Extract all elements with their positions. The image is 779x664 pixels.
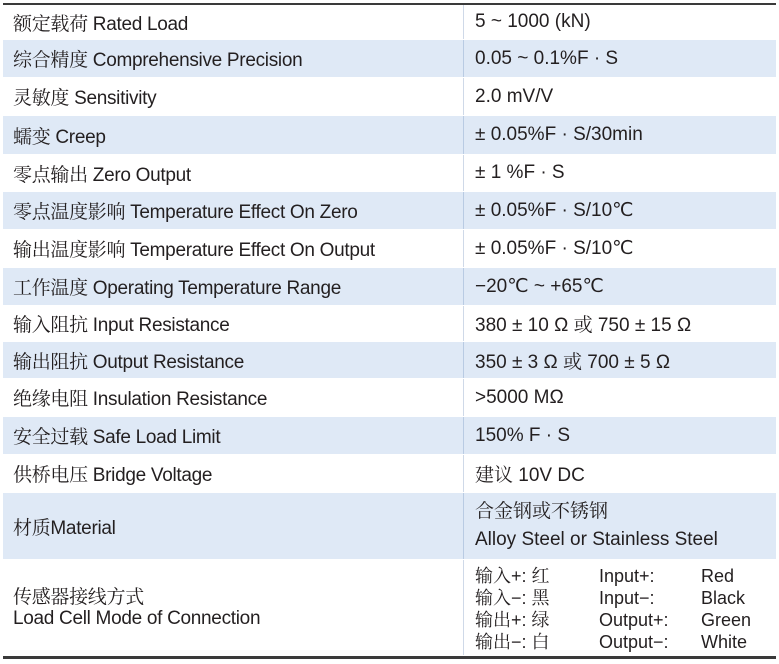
spec-row-operating-temp bbox=[3, 268, 776, 306]
spec-row-temp-effect-output bbox=[3, 230, 776, 268]
spec-label: 蠕变 Creep bbox=[3, 116, 464, 154]
spec-row-input-resistance bbox=[3, 306, 776, 342]
connection-label-en: Load Cell Mode of Connection bbox=[13, 607, 261, 629]
spec-row-precision bbox=[3, 40, 776, 78]
spec-label: 供桥电压 Bridge Voltage bbox=[3, 455, 464, 492]
spec-value: >5000 MΩ bbox=[475, 386, 564, 408]
wire-color: Green bbox=[701, 609, 752, 630]
spec-value: ± 0.05%F · S/30min bbox=[475, 124, 643, 145]
spec-row-temp-effect-zero bbox=[3, 192, 776, 230]
spec-value: −20℃ ~ +65℃ bbox=[475, 276, 604, 297]
wire-en: Input−: bbox=[599, 587, 655, 608]
spec-value: ± 0.05%F · S/10℃ bbox=[475, 238, 634, 259]
wire-en: Output+: bbox=[599, 609, 669, 630]
material-value-en: Alloy Steel or Stainless Steel bbox=[475, 529, 718, 550]
spec-row-sensitivity bbox=[3, 78, 776, 116]
spec-label: 输入阻抗 Input Resistance bbox=[3, 306, 464, 341]
spec-value: 380 ± 10 Ω 或 750 ± 15 Ω bbox=[475, 315, 692, 336]
spec-label: 额定载荷 Rated Load bbox=[3, 5, 464, 39]
spec-row-connection bbox=[3, 560, 776, 656]
spec-value bbox=[464, 493, 776, 559]
spec-value: 0.05 ~ 0.1%F · S bbox=[475, 47, 619, 69]
spec-value bbox=[464, 560, 776, 655]
spec-row-zero-output bbox=[3, 155, 776, 192]
specification-table bbox=[3, 3, 776, 659]
connection-label-cn: 传感器接线方式 bbox=[13, 586, 144, 608]
wire-color: Black bbox=[701, 587, 746, 608]
spec-label: 安全过载 Safe Load Limit bbox=[3, 417, 464, 454]
spec-label: 灵敏度 Sensitivity bbox=[3, 78, 464, 115]
spec-label: 工作温度 Operating Temperature Range bbox=[3, 268, 464, 305]
wire-en: Input+: bbox=[599, 565, 655, 586]
spec-row-output-resistance bbox=[3, 342, 776, 379]
spec-label: 材质Material bbox=[3, 493, 464, 559]
spec-value: 建议 10V DC bbox=[475, 465, 585, 486]
spec-label: 零点输出 Zero Output bbox=[3, 155, 464, 191]
spec-row-creep bbox=[3, 116, 776, 155]
spec-label: 绝缘电阻 Insulation Resistance bbox=[3, 379, 464, 416]
wiring-list bbox=[475, 563, 771, 653]
spec-row-rated-load bbox=[3, 5, 776, 40]
spec-value: 350 ± 3 Ω 或 700 ± 5 Ω bbox=[475, 351, 671, 373]
spec-row-insulation bbox=[3, 379, 776, 417]
spec-value: 2.0 mV/V bbox=[475, 85, 554, 107]
wire-en: Output−: bbox=[599, 631, 669, 652]
spec-label: 零点温度影响 Temperature Effect On Zero bbox=[3, 192, 464, 229]
spec-value: ± 0.05%F · S/10℃ bbox=[475, 200, 634, 221]
spec-label: 输出温度影响 Temperature Effect On Output bbox=[3, 230, 464, 267]
wire-cn: 输入+: 红 bbox=[475, 565, 550, 586]
spec-value: 150% F · S bbox=[475, 424, 571, 446]
spec-value: ± 1 %F · S bbox=[475, 162, 565, 183]
wire-color: White bbox=[701, 631, 748, 652]
wire-color: Red bbox=[701, 565, 735, 586]
spec-row-material bbox=[3, 493, 776, 560]
spec-label bbox=[3, 560, 464, 655]
wire-cn: 输出+: 绿 bbox=[475, 609, 550, 630]
spec-label: 综合精度 Comprehensive Precision bbox=[3, 40, 464, 77]
spec-value: 5 ~ 1000 (kN) bbox=[475, 11, 591, 32]
material-value-cn: 合金钢或不锈钢 bbox=[475, 501, 609, 522]
wire-cn: 输入−: 黑 bbox=[475, 587, 550, 608]
spec-label: 输出阻抗 Output Resistance bbox=[3, 342, 464, 378]
spec-row-bridge-voltage bbox=[3, 455, 776, 493]
wire-cn: 输出−: 白 bbox=[475, 631, 550, 652]
spec-row-safe-load bbox=[3, 417, 776, 455]
